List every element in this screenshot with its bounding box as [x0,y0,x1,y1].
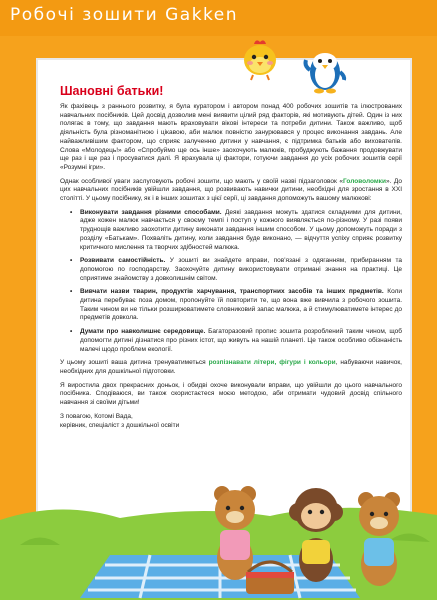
list-item [70,328,402,354]
paragraph-closing: Я виростила двох прекрасних доньок, і обидві охоче виконували вправи, що увійшли до цього навчального посібника. Сподіваюся, ви також скористаєтеся моєю методою, аби отримати чудовий досвід спільного навчання зі своїми дітьми! [60,381,402,407]
list-item [70,288,402,323]
letter-heading: Шановні батьки! [60,84,164,98]
puzzles-highlight: Головоломки [343,177,386,185]
list-item-title: Виконувати завдання різними способами. [80,208,222,216]
list-item-text: У зошиті ви знайдете вправи, пов'язані з одяганням, прибиранням та допомогою по господарству. Заохочуйте дитину використовувати отримані знання на практиці. Це сприятиме знайомству з довколишнім світом. [80,257,403,282]
paragraph-workbook [60,359,402,376]
skills-highlight: розпізнавати літери, фігури і кольори [208,359,336,367]
list-item-text: Багаторазовий пропис зошита розроблений таким чином, щоб допомогти дитині дізнатися про різних істот, що живуть на нашій планеті. Це також особливо обізнаність малечі щодо проблем екології. [80,328,402,353]
skills-list [60,209,402,355]
list-item-title: Думати про навколишнє середовище. [80,328,206,336]
paragraph-intro: Як фахівець з раннього розвитку, я була куратором і автором понад 400 робочих зошитів та ілюстрованих навчальних посібників. Цей досвід дозволив мені виявити цілий ряд факторів, які мотивують дітей. Один із них полягає в тому, що завдання мають враховувати вікові інтереси та потреби дитини. Також важливо, щоб діяльність була різноманітною і цікавою, аби малюк повністю занурювався у процес виконання завдань. Але найважливішим фактором, що сприяє залученню дитини у навчання, є підтримка батьків або вихователів. Слова «Молодець!» або «Спробуймо ще ось інше» заохочують малюків, пробуджують бажання продовжувати ще раз і ще раз і просуватися далі. Я врахувала ці фактори, готуючи завдання до усіх робочих зошитів серії «Розумні ігри». [60,103,402,171]
signature [60,413,402,430]
letter-body [60,103,402,430]
list-item [70,257,402,283]
paragraph-workbook-text-2: , набуваючи навичок, необхідних для дошкільної підготовки. [60,359,402,375]
list-item-title: Розвивати самостійність. [80,257,166,265]
list-item-title: Вивчати назви тварин, продуктів харчування, транспортних засобів та інших предметів. [80,288,384,296]
header-band [0,0,437,36]
list-item [70,209,402,253]
chick-icon [238,38,282,82]
picnic-scene [0,460,437,600]
list-item-text: Деякі завдання можуть здатися складними для дитини, адже кожен малюк навчається у своєму темпі і поступ у кожного виявляється по-різному. У разі появи труднощів важливо заохотити дитину виконати завдання іншим способом. У цьому допоможуть поради з розділу «Батькам». Похваліть дитину, коли завдання буде виконано, — відчуття успіху сприяє розвитку критичного мислення та творчих здібностей малюка. [80,208,402,251]
paragraph-puzzles-text-2: ». До цих навчальних посібників увійшли завдання, що розвивають навички дитини, необхідні для зростання в XXI столітті. У цьому посібнику, як і в інших зошитах з цієї серії, ці завдання допоможуть вашому малюкові: [60,177,402,203]
signature-title: керівник, спеціаліст з дошкільної освіти [60,421,180,429]
paragraph-puzzles-text: Однак особливої уваги заслуговують робочі зошити, що мають у своїй назві підзаголовок « [60,177,344,185]
paragraph-workbook-text: У цьому зошиті ваша дитина тренуватиметься [60,359,209,367]
list-item-text: Коли дитина перебуває поза домом, пропонуйте їй повторити те, що вона вже вивчила з робочого зошита. Таким чином ви не тільки розширюватимете словниковий запас малюка, а й стимулюватимете інтерес до предметів довкола. [80,288,402,322]
series-title: Робочі зошити Gakken [10,5,239,25]
penguin-icon [302,48,348,94]
paragraph-puzzles [60,178,402,204]
signature-name: З повагою, Котомі Вада, [60,412,133,420]
